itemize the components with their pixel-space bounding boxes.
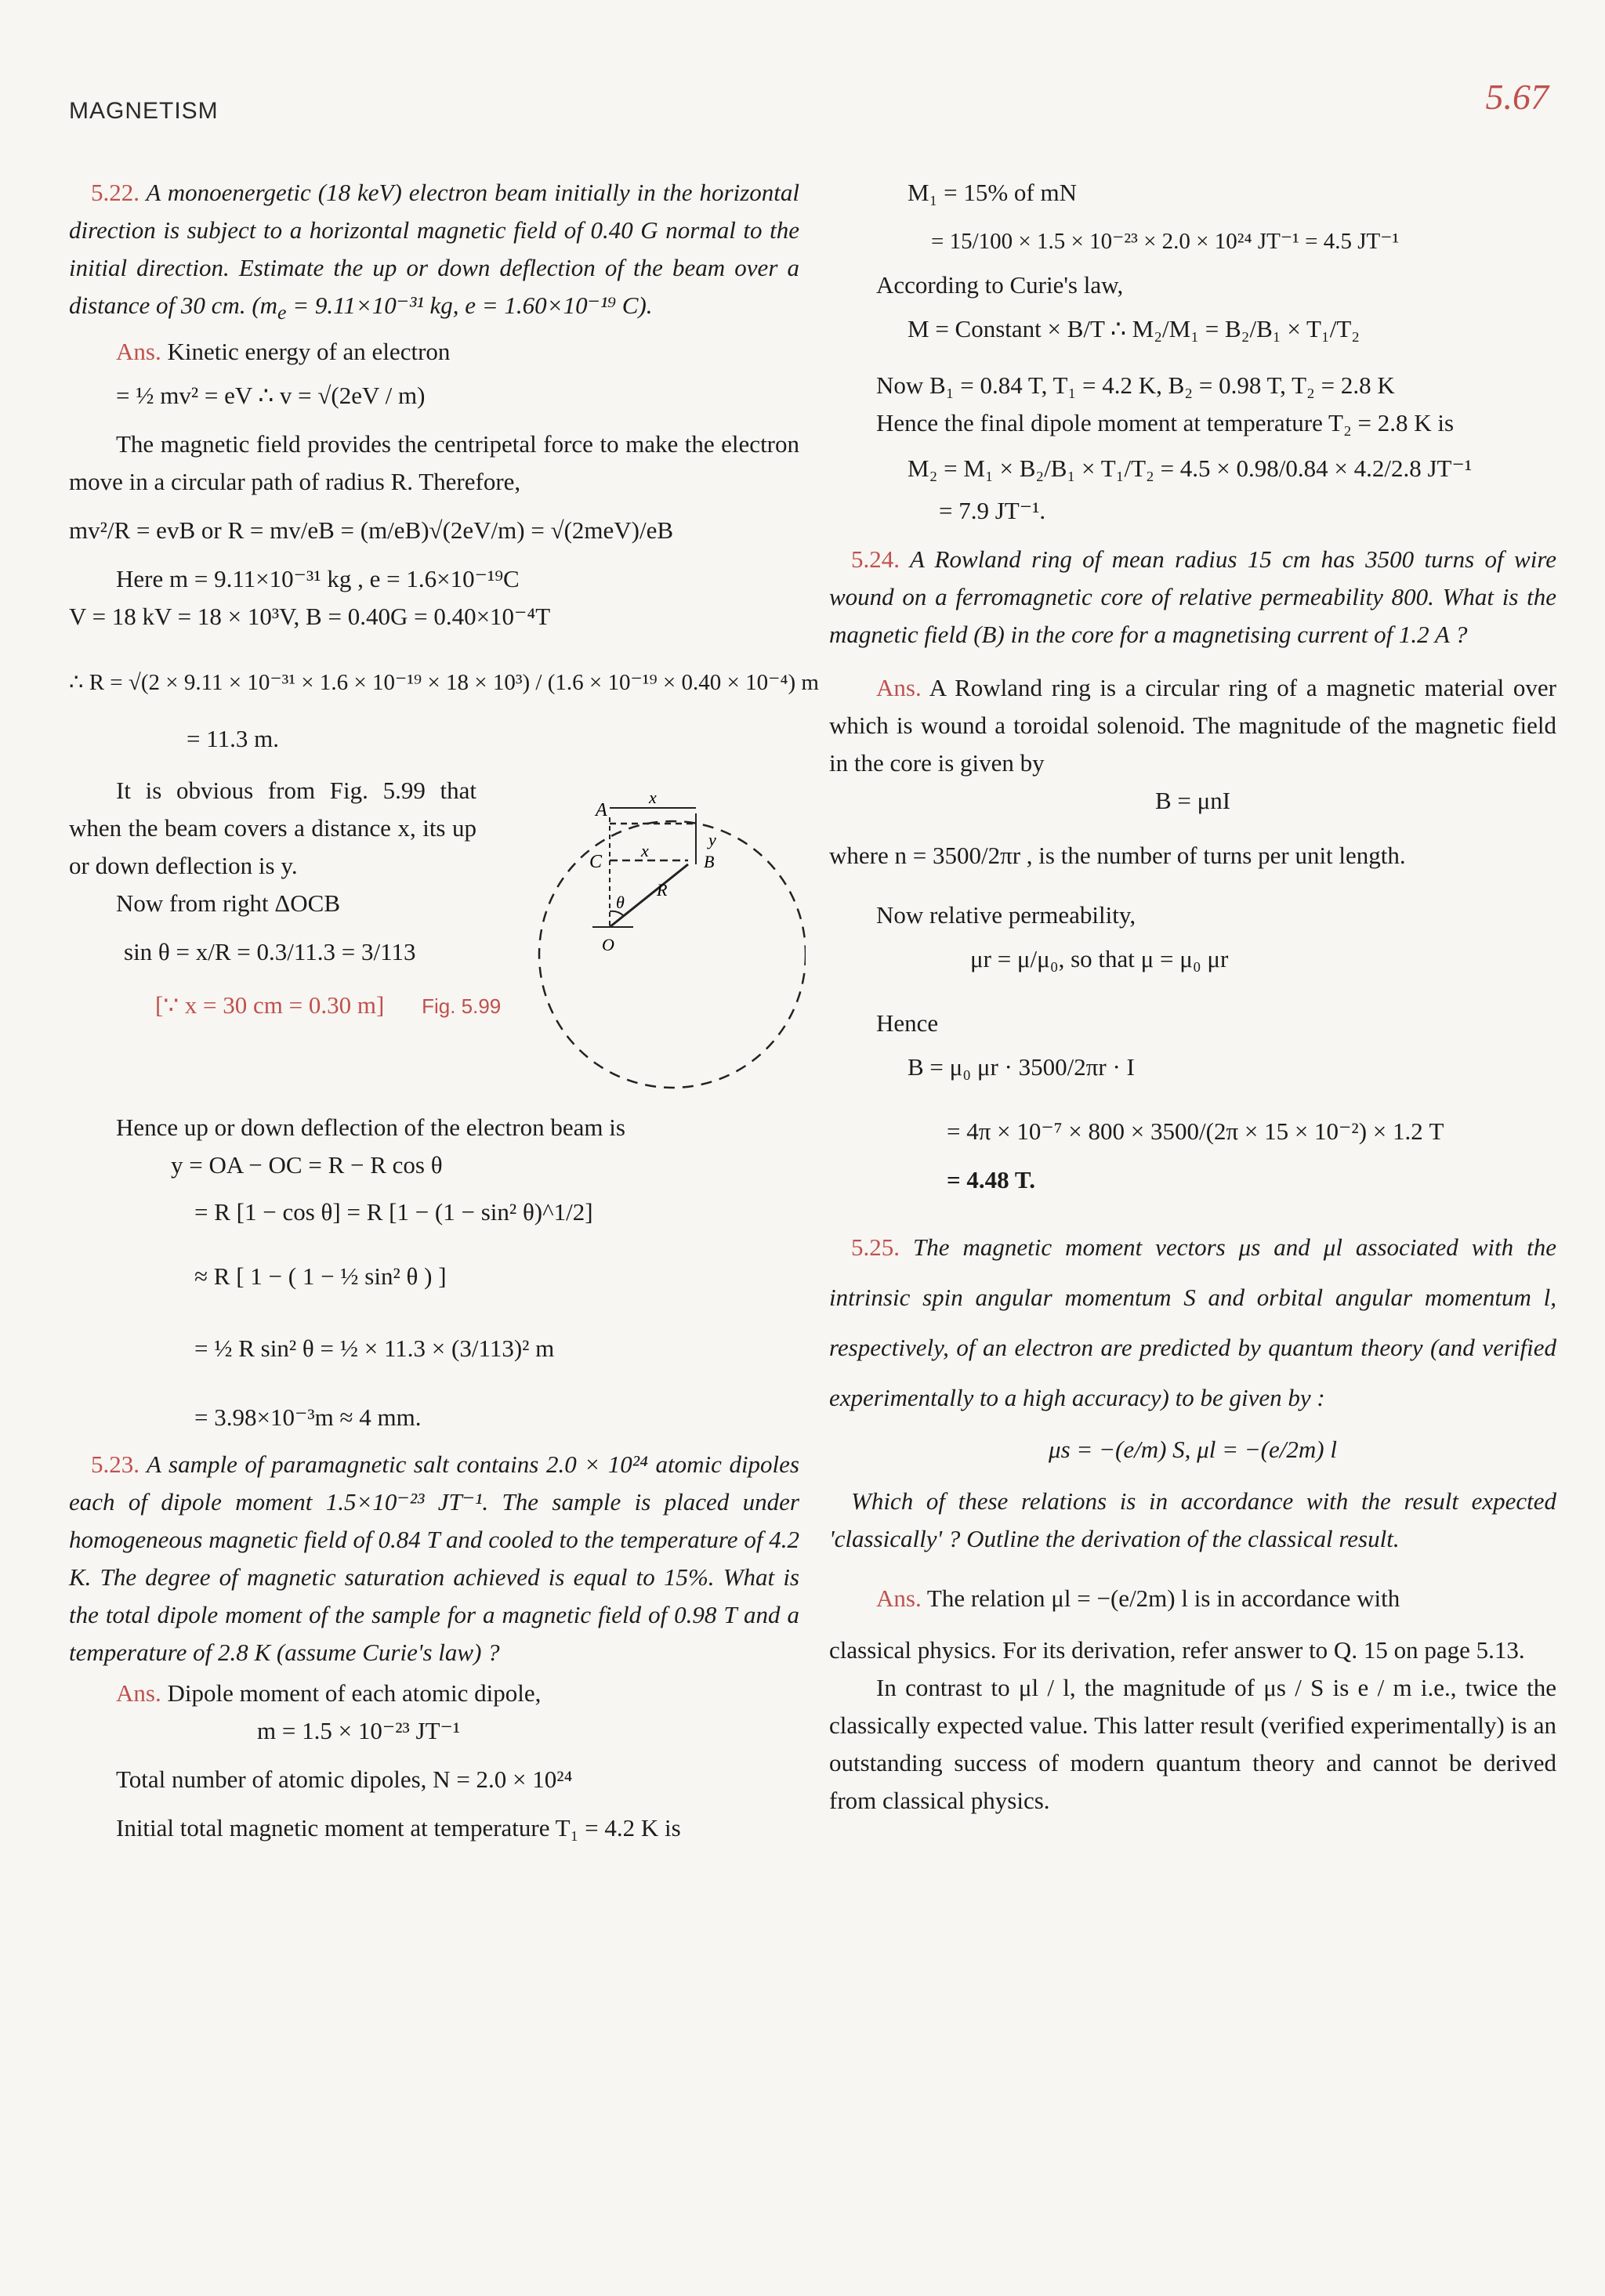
hence-label: Hence — [876, 1009, 939, 1037]
curie-intro: According to Curie's law, — [876, 271, 1124, 299]
obvious-text: It is obvious from Fig. 5.99 that when the beam covers a distance x, its up or down deflection is y. — [69, 777, 476, 880]
question-5-24: 5.24. A Rowland ring of mean radius 15 cm has 3500 turns of wire wound on a ferromagnetic core of relative permeability 800. What is the magnetic field (B) in the core for a magnetising current of 1.2 A ? — [829, 545, 1556, 648]
centripetal-text: The magnetic field provides the centripetal force to make the electron move in a circular path of radius R. Therefore, — [69, 430, 799, 496]
contrast-text: In contrast to μl / l, the magnitude of μs / S is e / m i.e., twice the classically expected value. This latter result (verified experimentally) is an outstanding success of modern quantum theory and cannot be derived from classical physics. — [829, 1674, 1556, 1814]
given-values-1: Here m = 9.11×10⁻³¹ kg , e = 1.6×10⁻¹⁹C — [116, 565, 520, 593]
right-triangle-text: Now from right ΔOCB — [116, 889, 341, 918]
answer-5-25: Ans. The relation μl = −(e/2m) l is in accordance with — [876, 1584, 1400, 1612]
figure-caption: Fig. 5.99 — [422, 994, 502, 1019]
question-number: 5.24. — [851, 545, 900, 573]
label-y: y — [708, 830, 716, 850]
deflection-step-2: = R [1 − cos θ] = R [1 − (1 − sin² θ)^1/2] — [194, 1198, 593, 1226]
label-theta: θ — [616, 893, 625, 913]
left-column — [69, 174, 819, 1847]
mu-relation: μr = μ/μ₀, so that μ = μ₀ μr — [970, 945, 1229, 972]
label-B: B — [704, 852, 715, 872]
label-x-inner: x — [641, 841, 649, 861]
b-equation: B = μnI — [1154, 787, 1231, 814]
question-5-22: 5.22. A monoenergetic (18 keV) electron beam initially in the horizontal direction is subject to a horizontal magnetic field of 0.40 G normal to the initial direction. Estimate the up or down deflection of the beam over a distance of 30 cm. ($m_e = 9.11\times 10^{-31}$ kg, e = 1.60×10⁻¹⁹ C). — [69, 179, 799, 324]
m2-equation: M₂ = M₁ × B₂/B₁ × T₁/T₂ = 4.5 × 0.98/0.84 × 4.2/2.8 JT⁻¹ — [908, 454, 1473, 482]
question-5-25: 5.25. The magnetic moment vectors μs and μl associated with the intrinsic spin angular momentum S and orbital angular momentum l, respectively, of an electron are predicted by quantum theory (and verified experimentally to a high accuracy) to be given by : — [829, 1233, 1557, 1411]
question-number: 5.22. — [91, 179, 139, 206]
radius-equation: mv²/R = evB or R = mv/eB = (m/eB)√(2eV/m) = √(2meV)/eB — [69, 516, 674, 545]
label-x-top: x — [649, 788, 657, 808]
which-relation-question: Which of these relations is in accordance with the result expected 'classically' ? Outline the derivation of the classical result. — [829, 1487, 1556, 1552]
answer-intro: Ans. Kinetic energy of an electron — [116, 338, 451, 366]
answer-label: Ans. — [116, 338, 161, 366]
right-column — [829, 174, 1556, 1820]
sin-theta-equation: sin θ = x/R = 0.3/11.3 = 3/113 — [124, 938, 416, 966]
radius-substitution: ∴ R = √(2 × 9.11 × 10⁻³¹ × 1.6 × 10⁻¹⁹ × 18 × 10³) / (1.6 × 10⁻¹⁹ × 0.40 × 10⁻⁴) m — [69, 670, 819, 696]
total-dipoles: Total number of atomic dipoles, N = 2.0 × 10²⁴ — [116, 1765, 573, 1794]
deflection-step-3: ≈ R [ 1 − ( 1 − ½ sin² θ ) ] — [194, 1262, 447, 1291]
label-A: A — [596, 800, 607, 821]
deflection-step-1: y = OA − OC = R − R cos θ — [171, 1151, 443, 1179]
deflection-intro: Hence up or down deflection of the electron beam is — [116, 1114, 625, 1142]
b-substitution: B = μ₀ μr · 3500/2πr · I — [908, 1053, 1135, 1081]
magnetic-moment-relations: μs = −(e/m) S, μl = −(e/2m) l — [1049, 1436, 1337, 1463]
given-values: Now B₁ = 0.84 T, T₁ = 4.2 K, B₂ = 0.98 T, T₂ = 2.8 K — [876, 371, 1395, 399]
radius-value: = 11.3 m. — [187, 725, 279, 753]
running-header-section: MAGNETISM — [69, 98, 219, 124]
curie-equation: M = Constant × B/T ∴ M₂/M₁ = B₂/B₁ × T₁/T₂ — [908, 315, 1360, 342]
question-number: 5.23. — [91, 1450, 139, 1479]
m1-equation: M₁ = 15% of mN — [908, 179, 1078, 206]
b-numeric: = 4π × 10⁻⁷ × 800 × 3500/(2π × 15 × 10⁻²) × 1.2 T — [947, 1117, 1444, 1145]
kinetic-energy-equation: = ½ mv² = eV ∴ v = √(2eV / m) — [116, 382, 426, 410]
derivation-reference: classical physics. For its derivation, refer answer to Q. 15 on page 5.13. — [829, 1636, 1525, 1664]
answer-5-24: Ans. A Rowland ring is a circular ring of a magnetic material over which is wound a toroidal solenoid. The magnitude of the magnetic field in the core is given by — [829, 674, 1557, 777]
question-number: 5.25. — [851, 1233, 900, 1261]
question-5-23: 5.23. A sample of paramagnetic salt contains 2.0 × 10²⁴ atomic dipoles each of dipole moment 1.5×10⁻²³ JT⁻¹. The sample is placed under homogeneous magnetic field of 0.84 T and cooled to the temperature of 4.2 K. The degree of magnetic saturation achieved is equal to 15%. What is the total dipole moment of the sample for a magnetic field of 0.98 T and a temperature of 2.8 K (assume Curie's law) ? — [69, 1450, 799, 1667]
turns-per-length: where n = 3500/2πr , is the number of turns per unit length. — [829, 842, 1406, 869]
dipole-moment-equation: m = 1.5 × 10⁻²³ JT⁻¹ — [257, 1717, 461, 1745]
deflection-result: = 3.98×10⁻³m ≈ 4 mm. — [194, 1403, 422, 1432]
label-O: O — [602, 935, 614, 955]
answer-5-23-intro: Ans. Dipole moment of each atomic dipole, — [116, 1679, 542, 1708]
m1-value: = 15/100 × 1.5 × 10⁻²³ × 2.0 × 10²⁴ JT⁻¹ = 4.5 JT⁻¹ — [931, 229, 1400, 254]
given-values-2: V = 18 kV = 18 × 10³V, B = 0.40G = 0.40×10⁻⁴T — [69, 603, 551, 631]
final-moment-text: Hence the final dipole moment at temperature T₂ = 2.8 K is — [876, 409, 1455, 436]
m2-value: = 7.9 JT⁻¹. — [939, 497, 1046, 524]
label-C: C — [589, 852, 603, 873]
label-R: R — [657, 880, 668, 900]
b-result: = 4.48 T. — [947, 1166, 1035, 1193]
page-number: 5.67 — [1485, 77, 1549, 117]
since-note: [∵ x = 30 cm = 0.30 m] Fig. 5.99 — [155, 991, 502, 1019]
relative-permeability-intro: Now relative permeability, — [876, 901, 1136, 929]
initial-moment-text: Initial total magnetic moment at temperature T₁ = 4.2 K is — [116, 1814, 681, 1842]
figure-5-99-diagram — [524, 770, 806, 1099]
deflection-step-4: = ½ R sin² θ = ½ × 11.3 × (3/113)² m — [194, 1335, 555, 1363]
figure-block — [69, 772, 799, 1101]
